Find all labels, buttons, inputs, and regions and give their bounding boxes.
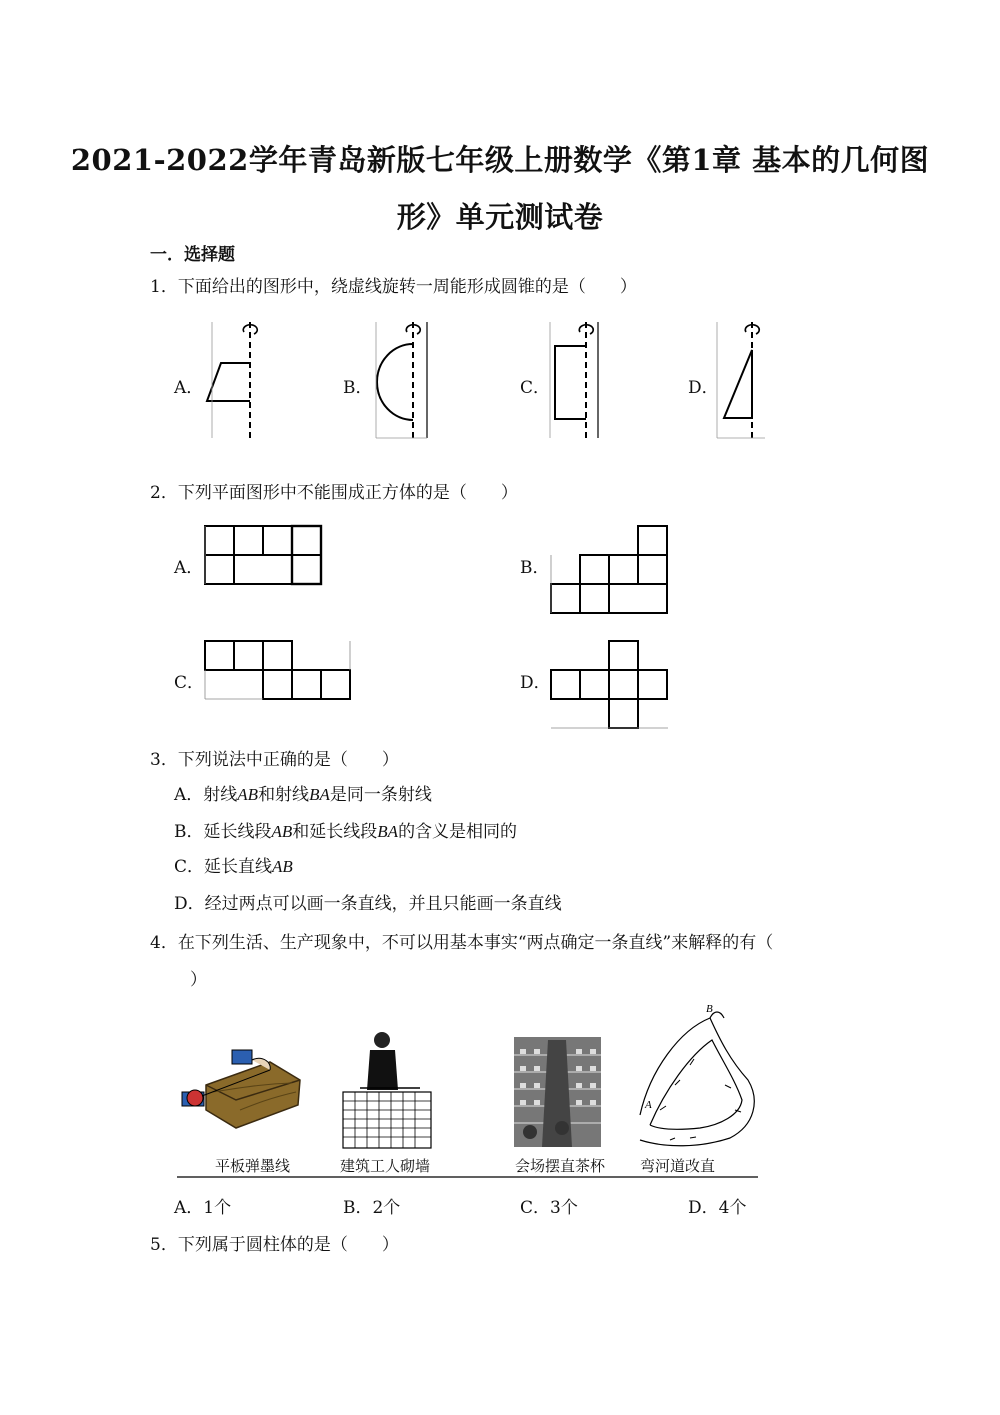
q1-option-d-label[interactable]: D． [688,378,719,398]
q3-b-mid: 和延长线段 [292,822,378,842]
q3-b-v1: AB [271,822,293,841]
q4-option-d[interactable]: D．4个 [688,1198,747,1218]
q4-option-b[interactable]: B．2个 [343,1198,401,1218]
q3-c-v1: AB [272,857,293,876]
q3-b-post: 的含义是相同的 [398,822,518,842]
q4-image-bricklayer [343,1032,431,1148]
q4-image-meeting-hall [514,1037,601,1147]
q4-caption-chalk-line: 平板弹墨线 [215,1157,291,1175]
question-4-stem: 4．在下列生活、生产现象中，不可以用基本事实“两点确定一条直线”来解释的有（ [150,933,774,953]
question-2-stem: 2．下列平面图形中不能围成正方体的是（ ） [150,483,518,503]
question-3-stem: 3．下列说法中正确的是（ ） [150,750,399,770]
q1-option-c-label[interactable]: C． [520,378,551,398]
q2-option-d-label[interactable]: D． [520,673,551,693]
q4-river-label-a: A [645,1099,652,1111]
q3-a-mid: 和射线 [258,785,310,805]
q3-a-pre: A．射线 [174,785,238,805]
q4-option-a[interactable]: A．1个 [174,1198,232,1218]
q4-caption-bricklayer: 建筑工人砌墙 [340,1157,431,1175]
q1-option-a-label[interactable]: A． [174,378,204,398]
q4-option-c[interactable]: C．3个 [520,1198,578,1218]
section-heading: 一．选择题 [150,245,235,265]
q3-a-post: 是同一条射线 [329,785,432,805]
q3-option-d[interactable]: D．经过两点可以画一条直线，并且只能画一条直线 [174,894,562,914]
q3-a-v2: BA [309,785,330,804]
question-1-stem: 1．下面给出的图形中，绕虚线旋转一周能形成圆锥的是（ ） [150,277,637,297]
q4-caption-river: 弯河道改直 [640,1157,716,1175]
q3-b-pre: B．延长线段 [174,822,272,842]
q4-caption-meeting-hall: 会场摆直茶杯 [515,1157,606,1175]
question-5-stem: 5．下列属于圆柱体的是（ ） [150,1235,399,1255]
q4-image-river [640,1012,754,1146]
q1-option-b-label[interactable]: B． [343,378,373,398]
q2-option-a-label[interactable]: A． [174,558,204,578]
page-title: 2021-2022学年青岛新版七年级上册数学《第1章 基本的几何图 [70,143,930,177]
q4-river-label-b: B [706,1003,713,1015]
page-title-line2: 形》单元测试卷 [396,200,604,234]
q4-image-chalk-line [182,1050,300,1128]
q3-c-pre: C．延长直线 [174,857,273,877]
q3-b-v2: BA [377,822,399,841]
question-4-stem-cont: ） [190,970,207,990]
q3-a-v1: AB [237,785,259,804]
q2-option-c-label[interactable]: C． [174,673,205,693]
q2-option-b-label[interactable]: B． [520,558,550,578]
